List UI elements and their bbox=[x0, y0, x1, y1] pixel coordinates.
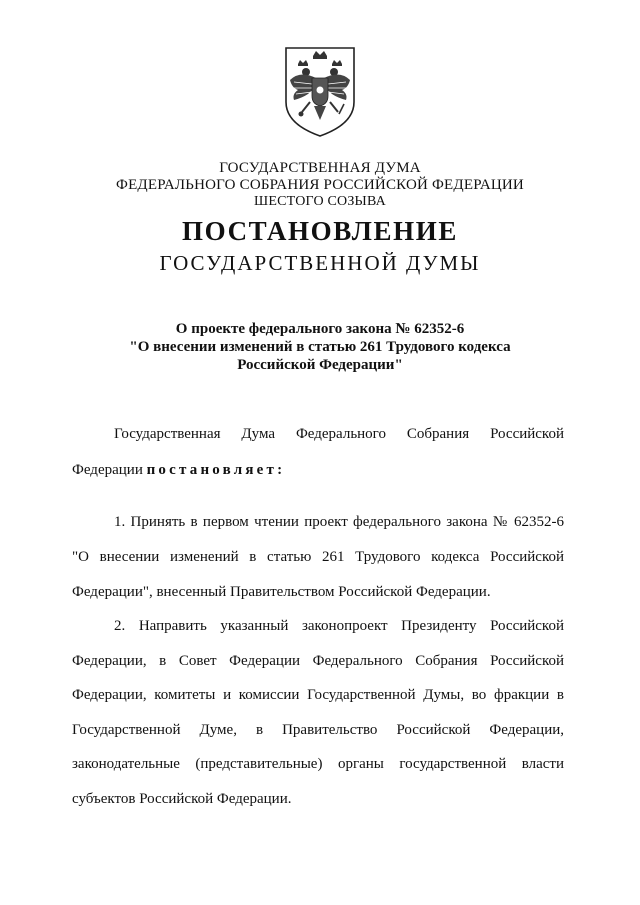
item-2-line-4: Государственной Думе, в Правительство Российской Федерации, bbox=[72, 722, 564, 738]
item-1-line-3: Федерации", внесенный Правительством Российской Федерации. bbox=[72, 584, 491, 600]
item-2-line-3: Федерации, комитеты и комиссии Государственной Думы, во фракции в bbox=[72, 687, 564, 703]
item-2-line-6: субъектов Российской Федерации. bbox=[72, 791, 292, 807]
item-2-line-5: законодательные (представительные) органы государственной власти bbox=[72, 756, 564, 772]
preamble-line-2 bbox=[72, 461, 564, 479]
item-2-line-1: 2. Направить указанный законопроект Президенту Российской bbox=[114, 618, 564, 634]
subject-line-2: "О внесении изменений в статью 261 Трудового кодекса bbox=[129, 339, 511, 355]
preamble-lead: Федерации bbox=[72, 462, 143, 478]
organization-name-line-1: ГОСУДАРСТВЕННАЯ ДУМА bbox=[219, 160, 421, 176]
state-emblem-icon bbox=[272, 44, 368, 140]
document-issuer-title: ГОСУДАРСТВЕННОЙ ДУМЫ bbox=[159, 251, 481, 275]
preamble-verb: постановляет: bbox=[146, 462, 286, 478]
item-2-line-2: Федерации, в Совет Федерации Федерального Собрания Российской bbox=[72, 653, 564, 669]
item-1-line-1: 1. Принять в первом чтении проект федерального закона № 62352-6 bbox=[114, 514, 564, 530]
subject-line-1: О проекте федерального закона № 62352-6 bbox=[175, 321, 465, 337]
subject-line-3: Российской Федерации" bbox=[237, 357, 403, 373]
preamble-line-1: Государственная Дума Федерального Собрания Российской bbox=[114, 426, 564, 442]
item-1-line-2: "О внесении изменений в статью 261 Трудового кодекса Российской bbox=[72, 549, 564, 565]
document-type-title: ПОСТАНОВЛЕНИЕ bbox=[182, 216, 458, 246]
convocation-line: ШЕСТОГО СОЗЫВА bbox=[254, 194, 386, 209]
organization-name-line-2: ФЕДЕРАЛЬНОГО СОБРАНИЯ РОССИЙСКОЙ ФЕДЕРАЦИИ bbox=[116, 177, 524, 193]
